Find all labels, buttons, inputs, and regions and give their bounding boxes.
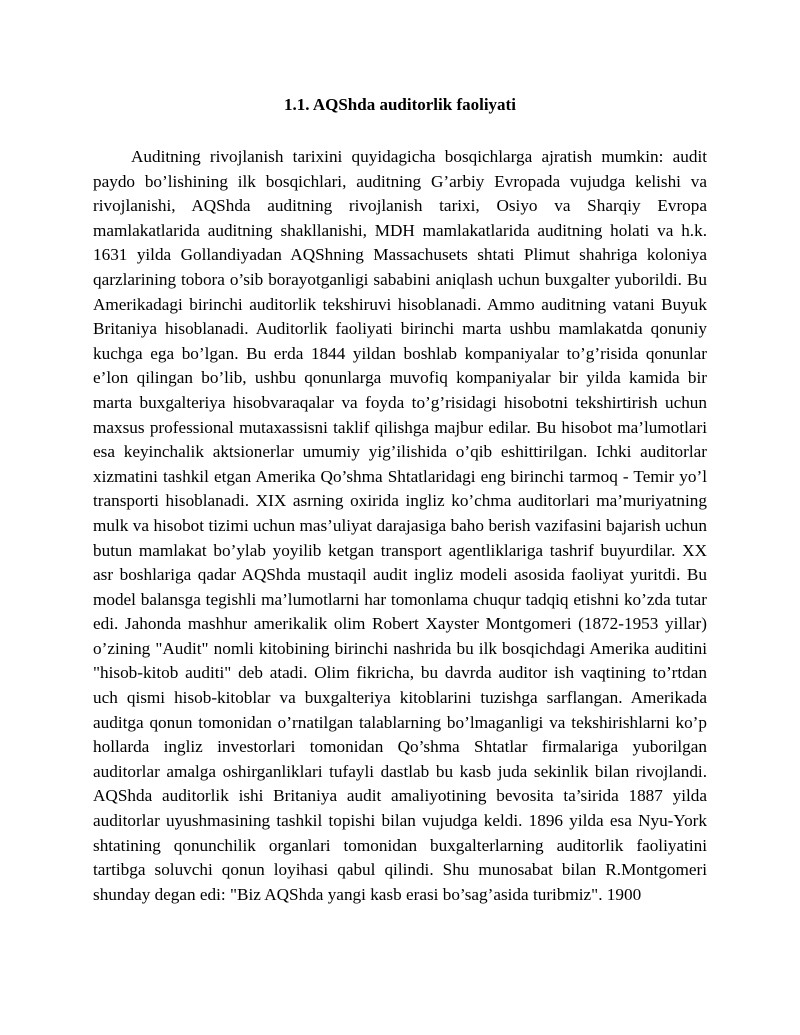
section-heading: 1.1. AQShda auditorlik faoliyati bbox=[284, 95, 516, 114]
body-paragraph: Auditning rivojlanish tarixini quyidagicha bosqichlarga ajratish mumkin: audit paydo bo’lishining ilk bosqichlari, auditning G’arbiy Evropada vujudga kelishi va rivojlanishi, AQShda auditning rivojlanish tarixi, Osiyo va Sharqiy Evropa mamlakatlarida auditning shakllanishi, MDH mamlakatlarida auditning holati va h.k. 1631 yilda Gollandiyadan AQShning Massachusets shtati Plimut shahriga koloniya qarzlarining tobora o’sib borayotganligi sababini aniqlash uchun buxgalter yuborildi. Bu Amerikadagi birinchi auditorlik tekshiruvi hisoblanadi. Ammo auditning vatani Buyuk Britaniya hisoblanadi. Auditorlik faoliyati birinchi marta ushbu mamlakatda qonuniy kuchga ega bo’lgan. Bu erda 1844 yildan boshlab kompaniyalar to’g’risida qonunlar e’lon qilingan bo’lib, ushbu qonunlarga muvofiq kompaniyalar bir yilda kamida bir marta buxgalteriya hisobvaraqalar va foyda to’g’risidagi hisobotni tekshirtirish uchun maxsus professional mutaxassisni taklif qilishga majbur edilar. Bu hisobot ma’lumotlari esa keyinchalik aktsionerlar umumiy yig’ilishida o’qib eshittirilgan. Ichki auditorlar xizmatini tashkil etgan Amerika Qo’shma Shtatlaridagi eng birinchi tarmoq - Temir yo’l transporti hisoblanadi. XIX asrning oxirida ingliz ko’chma auditorlari ma’muriyatning mulk va hisobot tizimi uchun mas’uliyat darajasiga baho berish vazifasini bajarish uchun butun mamlakat bo’ylab yoyilib ketgan transport agentliklariga tashrif buyurdilar. XX asr boshlariga qadar AQShda mustaqil audit ingliz modeli asosida faoliyat yuritdi. Bu model balansga tegishli ma’lumotlarni har tomonlama chuqur tadqiq etishni ko’zda tutar edi. Jahonda mashhur amerikalik olim Robert Xayster Montgomeri (1872-1953 yillar) o’zining "Audit" nomli kitobining birinchi nashrida bu ilk bosqichdagi Amerika auditini "hisob-kitob auditi" deb atadi. Olim fikricha, bu davrda auditor ish vaqtining to’rtdan uch qismi hisob-kitoblar va buxgalteriya kitoblarini tuzishga sarflangan. Amerikada auditga qonun tomonidan o’rnatilgan talablarning bo’lmaganligi va tekshirishlarni ko’p hollarda ingliz investorlari tomonidan Qo’shma Shtatlar firmalariga yuborilgan auditorlar amalga oshirganliklari tufayli dastlab bu kasb juda sekinlik bilan rivojlandi. AQShda auditorlik ishi Britaniya audit amaliyotining bevosita ta’sirida 1887 yilda auditorlar uyushmasining tashkil topishi bilan vujudga keldi. 1896 yilda esa Nyu-York shtatining qonunchilik organlari tomonidan buxgalterlarning auditorlik faoliyatini tartibga soluvchi qonun loyihasi qabul qilindi. Shu munosabat bilan R.Montgomeri shunday degan edi: "Biz AQShda yangi kasb erasi bo’sag’asida turibmiz". 1900 bbox=[93, 147, 707, 904]
